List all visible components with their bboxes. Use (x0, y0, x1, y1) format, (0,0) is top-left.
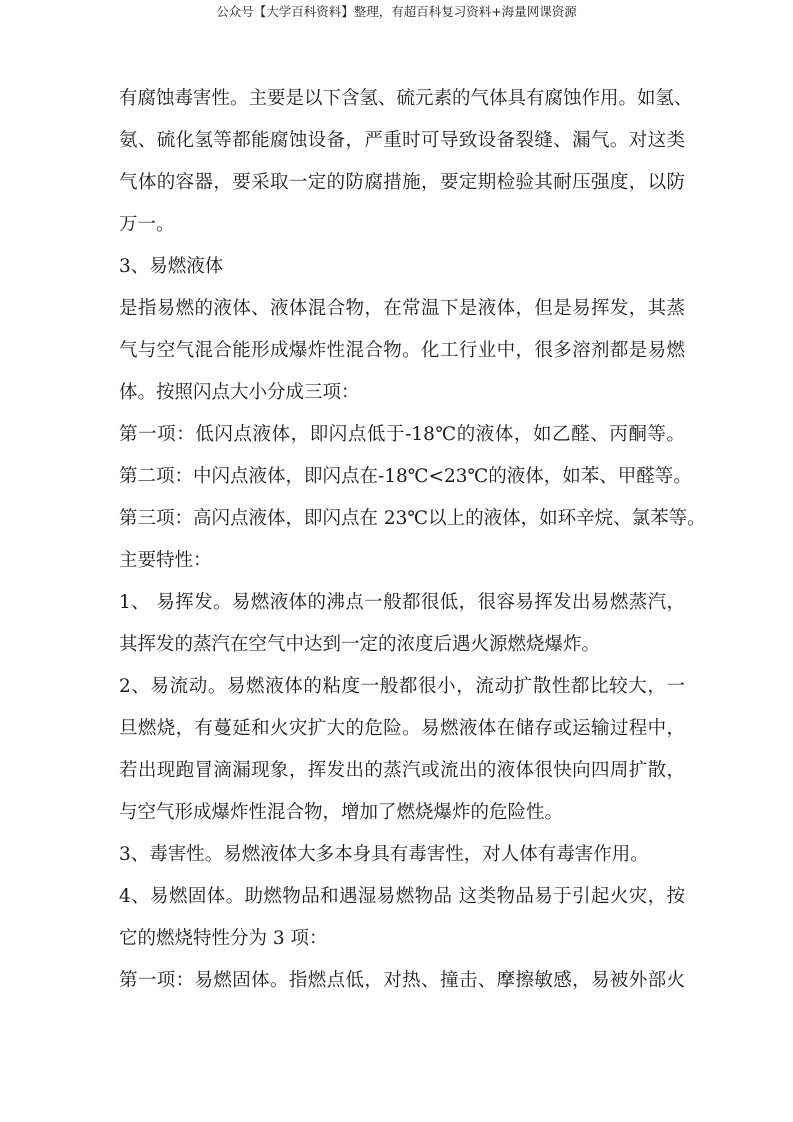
body-line: 其挥发的蒸汽在空气中达到一定的浓度后遇火源燃烧爆炸。 (119, 634, 601, 655)
body-line: 旦燃烧，有蔓延和火灾扩大的危险。易燃液体在储存或运输过程中， (119, 718, 685, 739)
body-line: 3、毒害性。易燃液体大多本身具有毒害性，对人体有毒害作用。 (119, 844, 649, 865)
body-line: 万一。 (119, 214, 175, 235)
section-heading: 3、易燃液体 (119, 256, 224, 277)
body-line: 若出现跑冒滴漏现象，挥发出的蒸汽或流出的液体很快向四周扩散， (119, 760, 685, 781)
body-line: 气体的容器，要采取一定的防腐措施，要定期检验其耐压强度，以防 (119, 172, 685, 193)
body-line: 氨、硫化氢等都能腐蚀设备，严重时可导致设备裂缝、漏气。对这类 (119, 130, 685, 151)
body-line: 2、易流动。易燃液体的粘度一般都很小，流动扩散性都比较大，一 (119, 676, 685, 697)
body-line: 1、 易挥发。易燃液体的沸点一般都很低，很容易挥发出易燃蒸汽， (119, 592, 685, 613)
body-line: 它的燃烧特性分为 3 项： (119, 928, 328, 949)
body-line: 体。按照闪点大小分成三项： (119, 382, 360, 403)
body-line: 是指易燃的液体、液体混合物，在常温下是液体，但是易挥发，其蒸 (119, 298, 685, 319)
document-body (119, 78, 706, 1002)
body-line: 4、易燃固体。助燃物品和遇湿易燃物品 这类物品易于引起火灾，按 (119, 886, 685, 907)
body-line: 气与空气混合能形成爆炸性混合物。化工行业中，很多溶剂都是易燃 (119, 340, 685, 361)
page-header: 公众号【大学百科资料】整理，有超百科复习资料+海量网课资源 (216, 4, 577, 19)
body-line: 有腐蚀毒害性。主要是以下含氢、硫元素的气体具有腐蚀作用。如氢、 (119, 88, 693, 109)
body-line: 第二项：中闪点液体，即闪点在-18℃<23℃的液体，如苯、甲醛等。 (119, 466, 692, 487)
subheading: 主要特性： (119, 550, 212, 571)
body-line: 第三项：高闪点液体，即闪点在 23℃以上的液体，如环辛烷、氯苯等。 (119, 508, 706, 529)
body-line: 第一项：低闪点液体，即闪点低于-18℃的液体，如乙醛、丙酮等。 (119, 424, 685, 445)
body-line: 第一项：易燃固体。指燃点低，对热、撞击、摩擦敏感，易被外部火 (119, 970, 685, 991)
body-line: 与空气形成爆炸性混合物，增加了燃烧爆炸的危险性。 (119, 802, 564, 823)
